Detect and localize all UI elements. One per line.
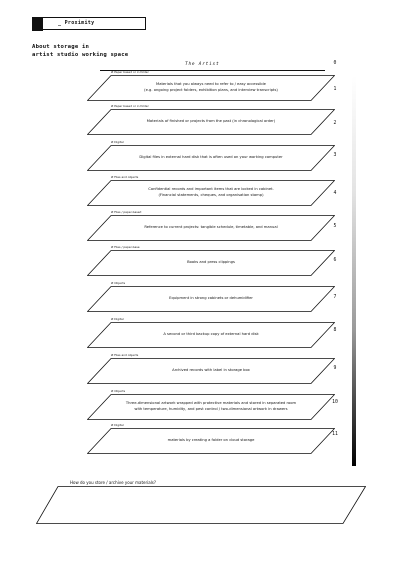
item-text-line: materials by creating a folder on cloud storage — [167, 438, 255, 443]
scale-number: 10 — [332, 400, 338, 405]
scale-number: 2 — [333, 121, 337, 126]
item-text-line: Archived records with label in storage box — [172, 368, 250, 373]
page-title — [32, 44, 128, 59]
item-text-line: Digital files in external hard disk that is often used on your working computer — [139, 155, 283, 160]
item-text-line: (e.g. ongoing project folders, exhibition plans, and interview transcripts) — [144, 88, 278, 92]
item-parallelogram[interactable] — [87, 428, 335, 454]
storage-item — [0, 210, 400, 248]
item-category: Ø Files and objects — [111, 175, 139, 179]
question-label: How do you store / archive your materials? — [70, 480, 157, 485]
scale-number: 1 — [333, 87, 337, 92]
storage-item — [0, 353, 400, 391]
item-category: Ø Digital — [111, 423, 124, 427]
answer-field[interactable] — [36, 486, 366, 524]
item-parallelogram[interactable] — [87, 75, 335, 101]
storage-item — [0, 423, 400, 461]
scale-number: 0 — [333, 61, 337, 66]
storage-item — [0, 104, 400, 142]
item-parallelogram[interactable] — [87, 215, 335, 241]
title-line-1: About storage in — [32, 44, 90, 50]
header-label: _ Proximity — [58, 20, 95, 26]
scale-number: 11 — [332, 432, 338, 437]
item-text-line: Reference to current projects: tangible schedule, timetable, and manual — [144, 225, 278, 230]
scale-number: 8 — [333, 328, 337, 333]
storage-item — [0, 245, 400, 283]
item-text-line: Materials of finished or projects from the past (in chronological order) — [146, 119, 276, 124]
item-category: Ø Paper based or in folder — [111, 104, 149, 108]
scale-top-label: The Artist — [185, 62, 220, 67]
storage-item — [0, 389, 400, 427]
item-parallelogram[interactable] — [87, 322, 335, 348]
item-category: Ø Files / paper-based — [111, 210, 142, 214]
item-parallelogram[interactable] — [87, 145, 335, 171]
item-category: Ø Files / paper-base — [111, 245, 140, 249]
item-category: Ø Objects — [111, 281, 126, 285]
storage-item — [0, 281, 400, 319]
item-parallelogram[interactable] — [87, 109, 335, 135]
item-category: Ø Digital — [111, 317, 124, 321]
storage-item — [0, 175, 400, 213]
item-category: Ø Paper based or in folder — [111, 70, 149, 74]
scale-number: 5 — [333, 224, 337, 229]
item-text-line: Books and press clippings — [187, 260, 235, 265]
item-text-line: (Financial statements, cheques, and organisation stamp) — [158, 193, 264, 197]
storage-item — [0, 317, 400, 355]
item-text-line: with temperature, humidity, and pest control / two-dimensional artwork in drawers — [134, 407, 288, 411]
item-text-line: A second or third backup copy of external hard disk — [163, 332, 259, 337]
item-parallelogram[interactable] — [87, 358, 335, 384]
item-category: Ø Objects — [111, 389, 126, 393]
storage-item — [0, 70, 400, 108]
storage-item — [0, 140, 400, 178]
item-parallelogram[interactable] — [87, 250, 335, 276]
scale-number: 9 — [333, 366, 337, 371]
item-parallelogram[interactable] — [87, 180, 335, 206]
item-category: Ø Files and objects — [111, 353, 139, 357]
item-text-line: Confidential records and important items that are locked in cabinet. — [148, 187, 274, 192]
header-black-block — [32, 17, 43, 31]
item-parallelogram[interactable] — [87, 394, 335, 420]
item-text-line: Equipment in strong cabinets or dehumidifier — [169, 296, 253, 301]
title-line-2: artist studio working space — [32, 51, 129, 58]
scale-number: 3 — [333, 153, 337, 158]
item-text-line: Three-dimensional artwork wrapped with protective materials and stored in separated room — [125, 401, 297, 406]
scale-number: 4 — [333, 191, 337, 196]
scale-number: 7 — [333, 295, 337, 300]
answer-parallelogram — [36, 486, 366, 524]
item-text-line: Materials that you always need to refer to / easy accessible — [156, 82, 266, 87]
item-parallelogram[interactable] — [87, 286, 335, 312]
scale-number: 6 — [333, 258, 337, 263]
item-category: Ø Digital — [111, 140, 124, 144]
